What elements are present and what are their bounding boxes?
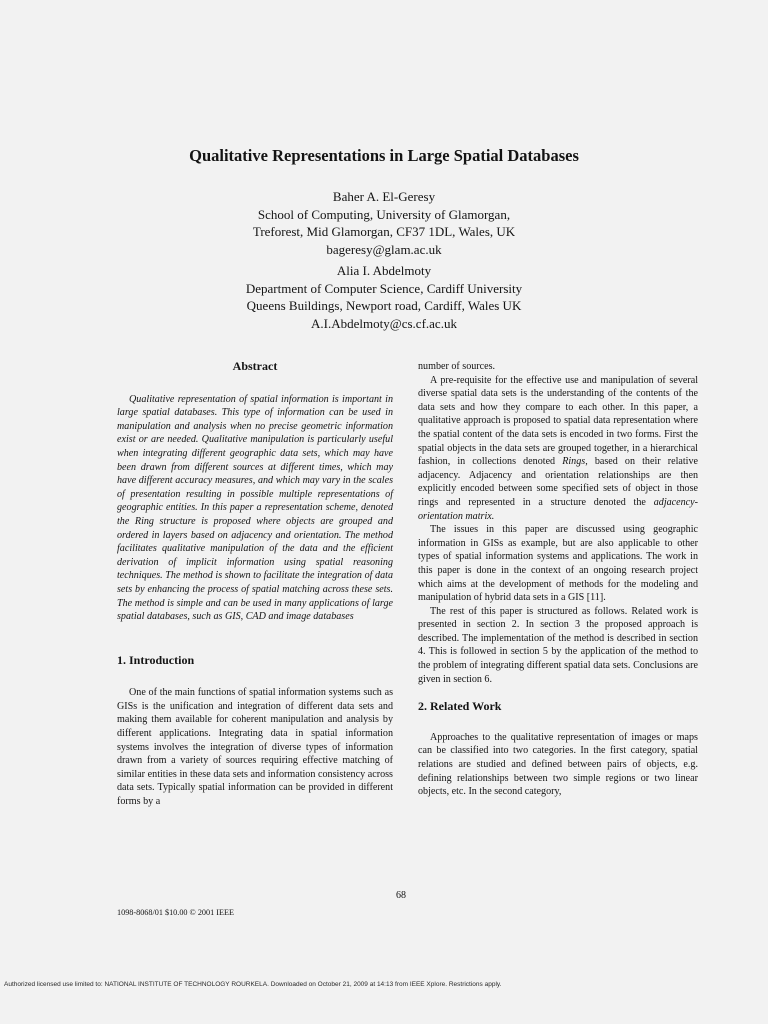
abstract-body: Qualitative representation of spatial information is important in large spatial databases. This type of information can be used in manipulation and analysis when no precise geometric information exist or are needed. Qualitative manipulation is particularly useful when integrating different geographic data sets, which may have been drawn from different sources at different times, which may have different accuracy measures, and which may vary in the scales of presentation resulting in possible multiple representations of geographic entities. In this paper a representation scheme, denoted the Ring structure is proposed where objects are grouped and ordered in layers based on adjacency and orientation. The method facilitates qualitative manipulation of the data and the efficient derivation of implicit information using spatial reasoning techniques. The method is shown to facilitate the integration of data sets by enhancing the process of spatial matching across these sets. The method is simple and can be used in many applications of large spatial databases, such as GIS, CAD and image databases xyxy=(117,393,393,623)
structure-paragraph: The rest of this paper is structured as follows. Related work is presented in section 2. In section 3 the proposed approach is described. The implementation of the method is described in section 4. This is followed in section 5 by the application of the method to the problem of integrating different spatial data sets. Conclusions are given in section 6. xyxy=(418,605,698,685)
paper-title: Qualitative Representations in Large Spatial Databases xyxy=(189,146,579,165)
issues-paragraph: The issues in this paper are discussed using geographic information in GISs as example, but are also applicable to other types of spatial information systems and applications. The work in this paper is done in the context of an ongoing research project which aims at the development of methods for the modeling and manipulation of hybrid data sets in a GIS [11]. xyxy=(418,524,698,604)
author-name-2: Alia I. Abdelmoty xyxy=(336,263,432,278)
related-work-paragraph: Approaches to the qualitative representation of images or maps can be classified into two categories. In the first category, spatial relations are studied and defined between pairs of objects, e.g. defining relationships between two simple regions or two linear objects, etc. In the second category, xyxy=(418,731,698,798)
rings-term: Rings xyxy=(562,456,586,468)
author-block xyxy=(0,188,768,332)
continuation-text: number of sources. xyxy=(418,361,496,372)
license-notice: Authorized licensed use limited to: NATIONAL INSTITUTE OF TECHNOLOGY ROURKELA. Downloaded on October 21, 2009 at 14:13 from IEEE Xplore. Restrictions apply. xyxy=(4,981,502,988)
author-affiliation-2b: Queens Buildings, Newport road, Cardiff, Wales UK xyxy=(246,298,522,313)
prerequisite-text-b: , based on their relative adjacency. Adjacency and orientation relationships are then explicitly encoded between some specified sets of object in those rings and represented in a structure denoted the xyxy=(418,456,698,508)
prerequisite-paragraph xyxy=(418,374,698,524)
author-affiliation-2a: Department of Computer Science, Cardiff University xyxy=(245,280,523,296)
prerequisite-text-a: A pre-requisite for the effective use and manipulation of several diverse spatial data sets is the understanding of the contents of the data sets and how they compare to each other. In this paper, a qualitative approach is proposed to spatial data representation where the spatial content of the data sets is encoded in two forms. First the spatial objects in the data sets are grouped together, in a hierarchical fashion, in collections denoted xyxy=(418,374,698,468)
introduction-paragraph: One of the main functions of spatial information systems such as GISs is the unification and integration of different data sets and making them available for coherent manipulation and analysis by different applications. Integrating data in spatial information systems involves the integration of diverse types of information drawn from a variety of sources requiring effective matching of similar entities in these data sets and information consistency across data sets. Typically spatial information can be provided in different forms by a xyxy=(117,687,393,808)
copyright-line: 1098-8068/01 $10.00 © 2001 IEEE xyxy=(117,908,234,917)
page-number: 68 xyxy=(396,890,406,901)
adjacency-matrix-term: adjacency-orientation matrix. xyxy=(418,496,698,522)
right-column xyxy=(418,360,698,799)
author-affiliation-1a: School of Computing, University of Glamorgan, xyxy=(257,206,511,222)
introduction-heading: 1. Introduction xyxy=(117,652,195,667)
left-column xyxy=(117,360,393,809)
abstract-heading: Abstract xyxy=(232,359,278,373)
author-email-2: A.I.Abdelmoty@cs.cf.ac.uk xyxy=(311,315,457,331)
related-work-heading: 2. Related Work xyxy=(418,699,502,714)
author-email-1: bageresy@glam.ac.uk xyxy=(326,241,442,257)
author-affiliation-1b: Treforest, Mid Glamorgan, CF37 1DL, Wales, UK xyxy=(252,224,516,239)
author-name-1: Baher A. El-Geresy xyxy=(332,189,436,204)
